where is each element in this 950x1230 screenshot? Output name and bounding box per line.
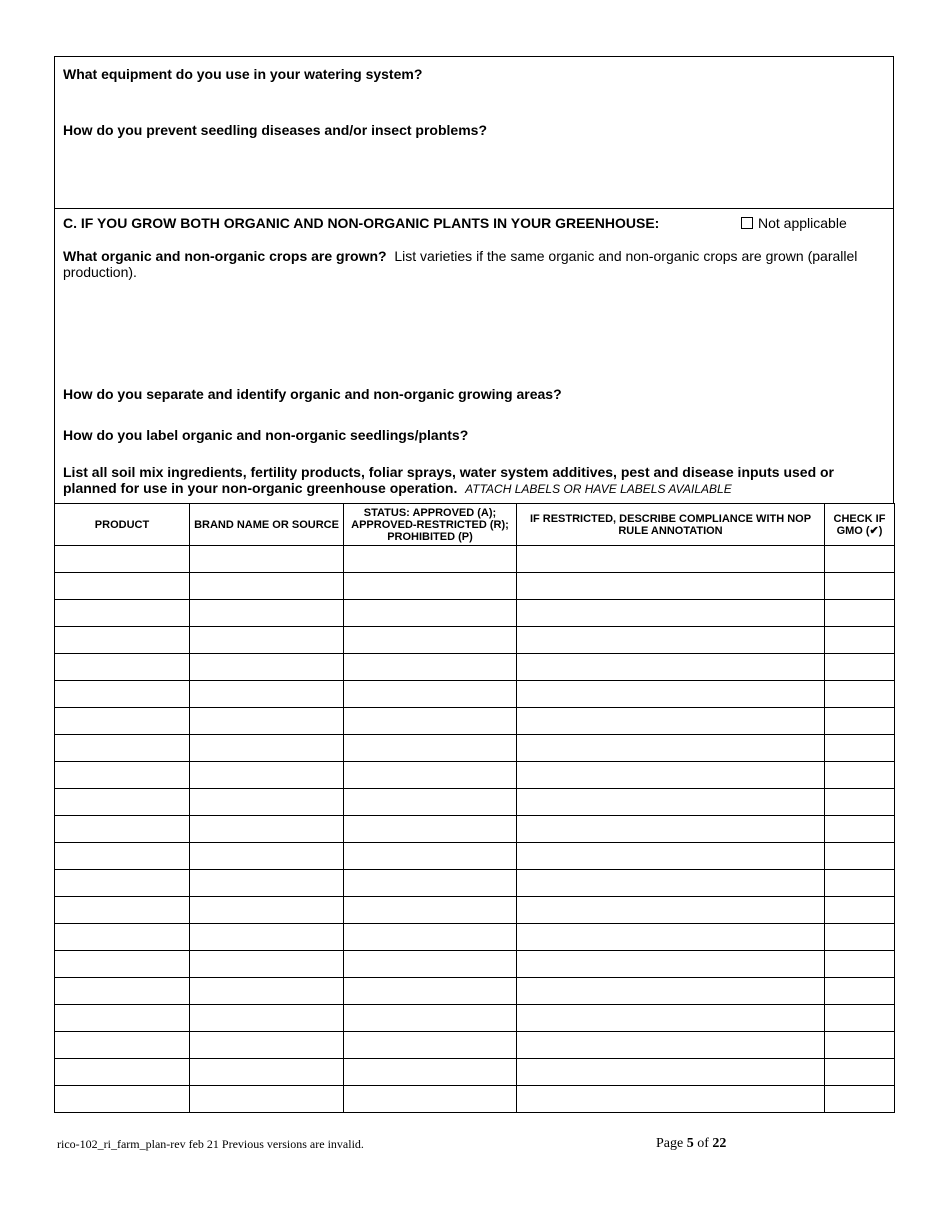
- cell-compliance[interactable]: [517, 978, 825, 1005]
- cell-brand-name[interactable]: [190, 951, 344, 978]
- question-list-inputs-bold: List all soil mix ingredients, fertility products, foliar sprays, water system additives, pest and disease inputs used or planned for use in your non-organic greenhouse operation.: [63, 464, 835, 496]
- not-applicable-label: Not applicable: [758, 215, 847, 231]
- table-row: [55, 654, 895, 681]
- cell-compliance[interactable]: [517, 870, 825, 897]
- cell-status[interactable]: [344, 897, 517, 924]
- cell-product[interactable]: [55, 789, 190, 816]
- cell-compliance[interactable]: [517, 735, 825, 762]
- table-body: [55, 546, 895, 1113]
- question-seedling-diseases: How do you prevent seedling diseases and/or insect problems?: [63, 122, 487, 138]
- table-row: [55, 681, 895, 708]
- cell-product[interactable]: [55, 627, 190, 654]
- cell-status[interactable]: [344, 546, 517, 573]
- cell-status[interactable]: [344, 600, 517, 627]
- cell-product[interactable]: [55, 1005, 190, 1032]
- cell-compliance[interactable]: [517, 600, 825, 627]
- section-c-right-border: [893, 209, 894, 503]
- cell-status[interactable]: [344, 870, 517, 897]
- cell-status[interactable]: [344, 708, 517, 735]
- section-c-left-border: [54, 209, 55, 503]
- table-row: [55, 573, 895, 600]
- cell-compliance[interactable]: [517, 924, 825, 951]
- cell-product[interactable]: [55, 951, 190, 978]
- of-word: of: [697, 1136, 709, 1151]
- cell-brand-name[interactable]: [190, 1032, 344, 1059]
- cell-status[interactable]: [344, 789, 517, 816]
- cell-product[interactable]: [55, 816, 190, 843]
- cell-compliance[interactable]: [517, 1032, 825, 1059]
- table-row: [55, 1005, 895, 1032]
- cell-compliance[interactable]: [517, 1086, 825, 1113]
- table-row: [55, 735, 895, 762]
- cell-compliance[interactable]: [517, 897, 825, 924]
- cell-product[interactable]: [55, 1086, 190, 1113]
- cell-compliance[interactable]: [517, 708, 825, 735]
- cell-status[interactable]: [344, 1032, 517, 1059]
- footer-page-number: [656, 1136, 726, 1152]
- table-row: [55, 1086, 895, 1113]
- cell-gmo-check[interactable]: [825, 1005, 895, 1032]
- header-status: STATUS: APPROVED (A); APPROVED-RESTRICTED (R); PROHIBITED (P): [344, 504, 517, 546]
- not-applicable-checkbox[interactable]: [741, 217, 753, 229]
- cell-compliance[interactable]: [517, 627, 825, 654]
- cell-brand-name[interactable]: [190, 843, 344, 870]
- cell-gmo-check[interactable]: [825, 573, 895, 600]
- table-row: [55, 924, 895, 951]
- cell-gmo-check[interactable]: [825, 681, 895, 708]
- cell-brand-name[interactable]: [190, 735, 344, 762]
- cell-product[interactable]: [55, 924, 190, 951]
- cell-status[interactable]: [344, 816, 517, 843]
- question-label-seedlings: How do you label organic and non-organic seedlings/plants?: [63, 427, 469, 443]
- cell-compliance[interactable]: [517, 951, 825, 978]
- cell-product[interactable]: [55, 708, 190, 735]
- table-row: [55, 978, 895, 1005]
- cell-compliance[interactable]: [517, 1005, 825, 1032]
- cell-brand-name[interactable]: [190, 1059, 344, 1086]
- cell-product[interactable]: [55, 843, 190, 870]
- cell-gmo-check[interactable]: [825, 654, 895, 681]
- footer-document-id: rico-102_ri_farm_plan-rev feb 21 Previous versions are invalid.: [57, 1137, 364, 1151]
- cell-compliance[interactable]: [517, 789, 825, 816]
- cell-gmo-check[interactable]: [825, 951, 895, 978]
- not-applicable-option[interactable]: [741, 215, 847, 231]
- cell-gmo-check[interactable]: [825, 897, 895, 924]
- table-row: [55, 951, 895, 978]
- table-row: [55, 897, 895, 924]
- table-row: [55, 600, 895, 627]
- table-row: [55, 789, 895, 816]
- cell-brand-name[interactable]: [190, 789, 344, 816]
- table-row: [55, 1059, 895, 1086]
- cell-product[interactable]: [55, 681, 190, 708]
- cell-product[interactable]: [55, 870, 190, 897]
- cell-product[interactable]: [55, 897, 190, 924]
- cell-gmo-check[interactable]: [825, 735, 895, 762]
- table-row: [55, 816, 895, 843]
- cell-gmo-check[interactable]: [825, 816, 895, 843]
- table-header-row: [55, 504, 895, 546]
- cell-status[interactable]: [344, 843, 517, 870]
- question-crops-grown: [63, 248, 863, 280]
- cell-status[interactable]: [344, 762, 517, 789]
- header-product: PRODUCT: [55, 504, 190, 546]
- cell-status[interactable]: [344, 681, 517, 708]
- cell-brand-name[interactable]: [190, 681, 344, 708]
- table-row: [55, 708, 895, 735]
- cell-gmo-check[interactable]: [825, 546, 895, 573]
- cell-product[interactable]: [55, 978, 190, 1005]
- cell-compliance[interactable]: [517, 843, 825, 870]
- cell-compliance[interactable]: [517, 762, 825, 789]
- cell-gmo-check[interactable]: [825, 789, 895, 816]
- cell-gmo-check[interactable]: [825, 843, 895, 870]
- cell-brand-name[interactable]: [190, 978, 344, 1005]
- cell-gmo-check[interactable]: [825, 600, 895, 627]
- cell-gmo-check[interactable]: [825, 924, 895, 951]
- cell-gmo-check[interactable]: [825, 1086, 895, 1113]
- cell-status[interactable]: [344, 654, 517, 681]
- header-restricted-compliance: IF RESTRICTED, DESCRIBE COMPLIANCE WITH NOP RULE ANNOTATION: [517, 504, 825, 546]
- cell-product[interactable]: [55, 600, 190, 627]
- cell-gmo-check[interactable]: [825, 762, 895, 789]
- cell-brand-name[interactable]: [190, 870, 344, 897]
- cell-brand-name[interactable]: [190, 573, 344, 600]
- table-row: [55, 546, 895, 573]
- cell-brand-name[interactable]: [190, 1086, 344, 1113]
- cell-product[interactable]: [55, 573, 190, 600]
- cell-gmo-check[interactable]: [825, 1059, 895, 1086]
- cell-product[interactable]: [55, 735, 190, 762]
- cell-status[interactable]: [344, 951, 517, 978]
- cell-product[interactable]: [55, 1032, 190, 1059]
- cell-status[interactable]: [344, 1086, 517, 1113]
- cell-gmo-check[interactable]: [825, 978, 895, 1005]
- table-row: [55, 870, 895, 897]
- cell-gmo-check[interactable]: [825, 708, 895, 735]
- table-row: [55, 843, 895, 870]
- non-organic-inputs-table: [54, 503, 895, 1113]
- cell-status[interactable]: [344, 573, 517, 600]
- cell-brand-name[interactable]: [190, 600, 344, 627]
- question-watering-equipment: What equipment do you use in your watering system?: [63, 66, 423, 82]
- cell-gmo-check[interactable]: [825, 1032, 895, 1059]
- page-current: 5: [686, 1136, 694, 1151]
- table-row: [55, 762, 895, 789]
- cell-product[interactable]: [55, 762, 190, 789]
- cell-brand-name[interactable]: [190, 924, 344, 951]
- table-row: [55, 627, 895, 654]
- cell-brand-name[interactable]: [190, 627, 344, 654]
- cell-brand-name[interactable]: [190, 708, 344, 735]
- cell-status[interactable]: [344, 978, 517, 1005]
- cell-brand-name[interactable]: [190, 1005, 344, 1032]
- cell-gmo-check[interactable]: [825, 627, 895, 654]
- cell-status[interactable]: [344, 1059, 517, 1086]
- cell-brand-name[interactable]: [190, 654, 344, 681]
- table-row: [55, 1032, 895, 1059]
- question-list-inputs: [63, 464, 853, 497]
- cell-gmo-check[interactable]: [825, 870, 895, 897]
- cell-status[interactable]: [344, 924, 517, 951]
- page-word: Page: [656, 1136, 684, 1151]
- cell-product[interactable]: [55, 546, 190, 573]
- cell-status[interactable]: [344, 1005, 517, 1032]
- cell-status[interactable]: [344, 735, 517, 762]
- header-brand-name: BRAND NAME OR SOURCE: [190, 504, 344, 546]
- cell-compliance[interactable]: [517, 1059, 825, 1086]
- page-total: 22: [712, 1136, 727, 1151]
- cell-compliance[interactable]: [517, 654, 825, 681]
- cell-compliance[interactable]: [517, 546, 825, 573]
- header-check-gmo: CHECK IF GMO (✔): [825, 504, 895, 546]
- cell-brand-name[interactable]: [190, 546, 344, 573]
- cell-compliance[interactable]: [517, 816, 825, 843]
- question-separate-areas: How do you separate and identify organic and non-organic growing areas?: [63, 386, 562, 402]
- attach-labels-note: ATTACH LABELS OR HAVE LABELS AVAILABLE: [465, 482, 732, 496]
- cell-brand-name[interactable]: [190, 816, 344, 843]
- section-c-heading: C. IF YOU GROW BOTH ORGANIC AND NON-ORGANIC PLANTS IN YOUR GREENHOUSE:: [63, 215, 660, 231]
- cell-status[interactable]: [344, 627, 517, 654]
- cell-product[interactable]: [55, 654, 190, 681]
- cell-compliance[interactable]: [517, 573, 825, 600]
- question-crops-grown-bold: What organic and non-organic crops are grown?: [63, 248, 387, 264]
- cell-compliance[interactable]: [517, 681, 825, 708]
- cell-brand-name[interactable]: [190, 897, 344, 924]
- question-crops-grown-detail: List varieties if the same organic and non-organic crops are grown (parallel production).: [63, 248, 858, 280]
- cell-brand-name[interactable]: [190, 762, 344, 789]
- cell-product[interactable]: [55, 1059, 190, 1086]
